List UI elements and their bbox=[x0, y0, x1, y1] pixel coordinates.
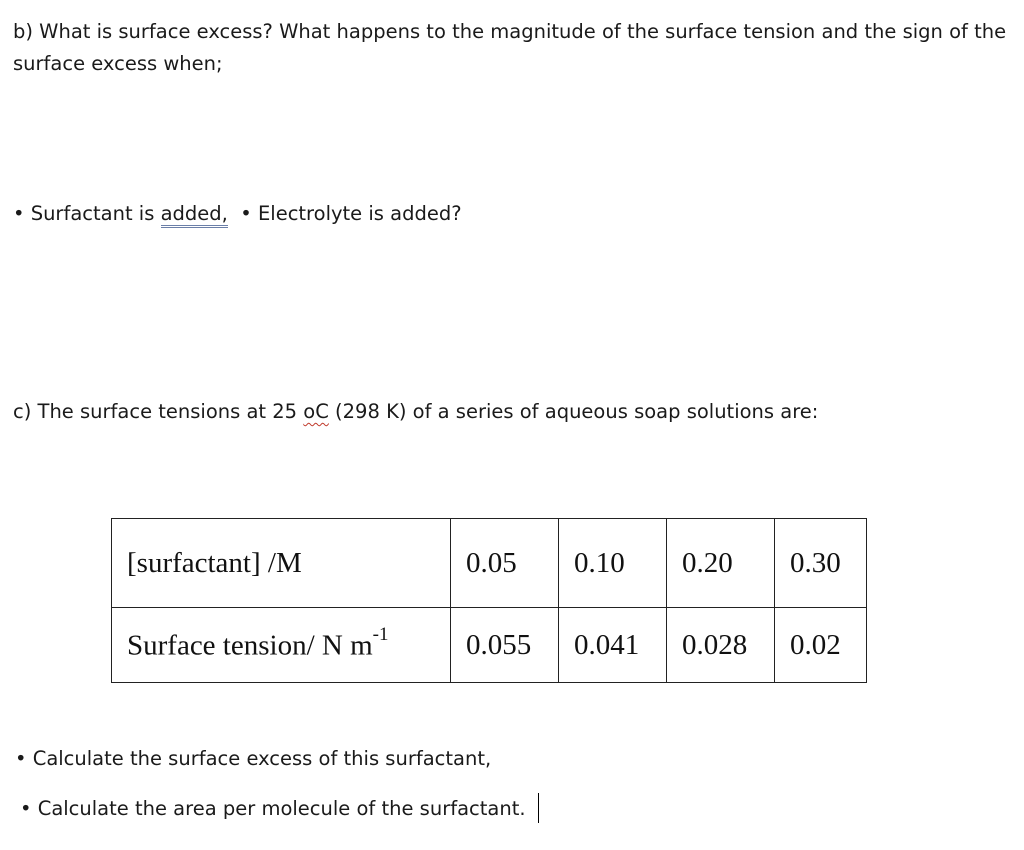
task-area-per-molecule-line[interactable] bbox=[20, 793, 539, 825]
question-b-line-2: surface excess when; bbox=[13, 52, 223, 75]
table-cell: 0.05 bbox=[451, 519, 559, 608]
table-cell: 0.30 bbox=[775, 519, 867, 608]
spellcheck-flagged-unit[interactable]: oC bbox=[303, 400, 329, 423]
table-row-concentration bbox=[112, 519, 867, 608]
task-surface-excess: • Calculate the surface excess of this surfactant, bbox=[15, 747, 492, 770]
task-area-per-molecule: • Calculate the area per molecule of the surfactant. bbox=[20, 797, 526, 820]
table-cell-label bbox=[112, 608, 451, 683]
intro-text-after: (298 K) of a series of aqueous soap solutions are: bbox=[328, 400, 819, 423]
text-cursor bbox=[538, 793, 540, 823]
question-b-bullets bbox=[13, 198, 462, 230]
table-cell: 0.041 bbox=[559, 608, 667, 683]
bullet-electrolyte: • Electrolyte is added? bbox=[227, 202, 462, 225]
grammar-flagged-word[interactable]: added, bbox=[161, 202, 228, 228]
surface-tension-table bbox=[111, 518, 867, 683]
unit-exponent: -1 bbox=[372, 623, 389, 645]
table-cell: 0.02 bbox=[775, 608, 867, 683]
table-cell: 0.10 bbox=[559, 519, 667, 608]
table-cell: 0.20 bbox=[667, 519, 775, 608]
question-c-intro bbox=[13, 396, 818, 428]
bullet-surfactant-prefix: • Surfactant is bbox=[13, 202, 161, 225]
table-cell: 0.028 bbox=[667, 608, 775, 683]
table-cell: 0.055 bbox=[451, 608, 559, 683]
question-b-line-1: b) What is surface excess? What happens to the magnitude of the surface tension and the sign of the bbox=[13, 20, 1007, 43]
table-cell-label: [surfactant] /M bbox=[112, 519, 451, 608]
intro-text-before: c) The surface tensions at 25 bbox=[13, 400, 304, 423]
surface-tension-label: Surface tension/ N m bbox=[127, 629, 373, 662]
table-row-surface-tension bbox=[112, 608, 867, 683]
